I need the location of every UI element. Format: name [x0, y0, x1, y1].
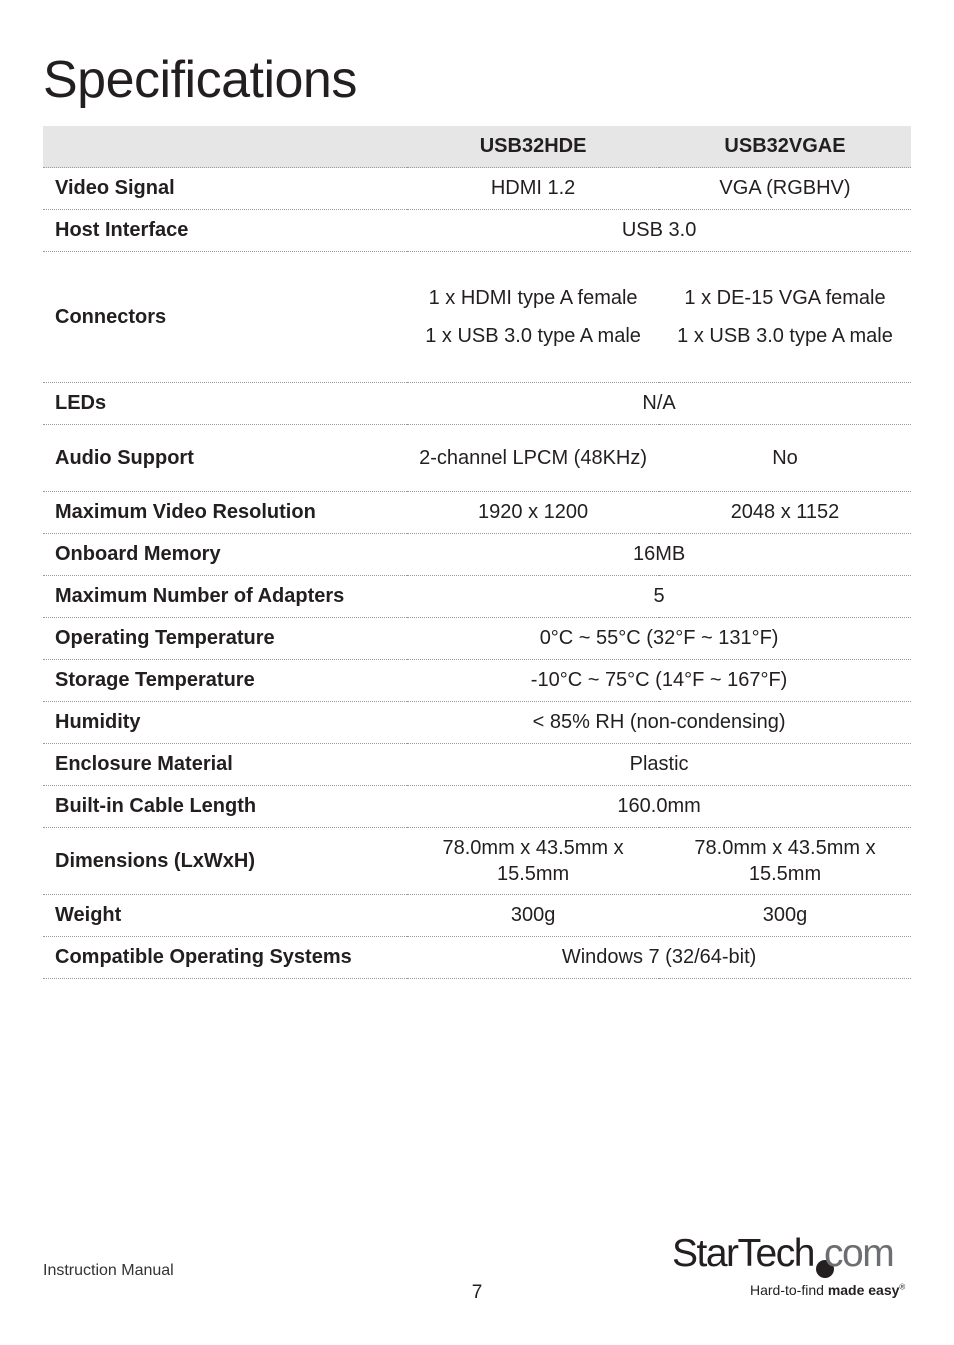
table-row — [43, 660, 911, 702]
cell-value: VGA (RGBHV) — [659, 168, 911, 210]
row-label: Host Interface — [43, 210, 407, 252]
cell-value — [659, 252, 911, 383]
tagline-bold: made easy — [827, 1282, 900, 1298]
row-label: Onboard Memory — [43, 534, 407, 576]
row-label: Video Signal — [43, 168, 407, 210]
header-usb32hde: USB32HDE — [407, 126, 659, 168]
cell-value: -10°C ~ 75°C (14°F ~ 167°F) — [407, 660, 911, 702]
logo-wordmark: StarTech — [672, 1232, 814, 1275]
cell-value: Plastic — [407, 744, 911, 786]
table-row — [43, 210, 911, 252]
cell-value: N/A — [407, 383, 911, 425]
cell-value: 78.0mm x 43.5mm x 15.5mm — [407, 828, 659, 895]
table-row — [43, 618, 911, 660]
tagline-normal: Hard-to-find — [750, 1282, 828, 1298]
row-label: LEDs — [43, 383, 407, 425]
page-title: Specifications — [43, 51, 357, 109]
table-header-row — [43, 126, 911, 168]
row-label: Compatible Operating Systems — [43, 937, 407, 979]
registered-mark: ® — [899, 1282, 906, 1292]
header-usb32vgae: USB32VGAE — [659, 126, 911, 168]
table-row — [43, 895, 911, 937]
cell-value: USB 3.0 — [407, 210, 911, 252]
table-row — [43, 383, 911, 425]
connector-line: 1 x USB 3.0 type A male — [425, 325, 641, 347]
row-label: Storage Temperature — [43, 660, 407, 702]
row-label: Operating Temperature — [43, 618, 407, 660]
cell-value: < 85% RH (non-condensing) — [407, 702, 911, 744]
cell-value: 300g — [659, 895, 911, 937]
table-row — [43, 534, 911, 576]
row-label: Dimensions (LxWxH) — [43, 828, 407, 895]
row-label: Weight — [43, 895, 407, 937]
row-label: Humidity — [43, 702, 407, 744]
cell-value: 2048 x 1152 — [659, 492, 911, 534]
row-label: Built-in Cable Length — [43, 786, 407, 828]
cell-value: Windows 7 (32/64-bit) — [407, 937, 911, 979]
table-row — [43, 828, 911, 895]
table-row — [43, 576, 911, 618]
cell-value: 16MB — [407, 534, 911, 576]
table-row — [43, 252, 911, 383]
connector-line: 1 x USB 3.0 type A male — [677, 325, 893, 347]
table-row — [43, 786, 911, 828]
cell-value: HDMI 1.2 — [407, 168, 659, 210]
page-number: 7 — [471, 1282, 483, 1303]
logo-com: com — [824, 1232, 894, 1275]
row-label: Connectors — [43, 252, 407, 383]
table-row — [43, 492, 911, 534]
table-row — [43, 744, 911, 786]
footer-manual-label: Instruction Manual — [43, 1262, 174, 1279]
cell-value: 2-channel LPCM (48KHz) — [407, 425, 659, 492]
cell-value: 5 — [407, 576, 911, 618]
startech-logo — [672, 1232, 912, 1304]
cell-value: 1920 x 1200 — [407, 492, 659, 534]
cell-value: 0°C ~ 55°C (32°F ~ 131°F) — [407, 618, 911, 660]
specifications-table — [43, 126, 911, 979]
table-row — [43, 702, 911, 744]
row-label: Audio Support — [43, 425, 407, 492]
row-label: Maximum Video Resolution — [43, 492, 407, 534]
cell-value: 78.0mm x 43.5mm x 15.5mm — [659, 828, 911, 895]
logo-tagline — [750, 1282, 905, 1298]
cell-value — [407, 252, 659, 383]
connector-line: 1 x DE-15 VGA female — [684, 287, 886, 309]
row-label: Enclosure Material — [43, 744, 407, 786]
table-row — [43, 168, 911, 210]
table-row — [43, 937, 911, 979]
cell-value: 300g — [407, 895, 659, 937]
cell-value: No — [659, 425, 911, 492]
connector-line: 1 x HDMI type A female — [428, 287, 638, 309]
table-row — [43, 425, 911, 492]
header-blank — [43, 126, 407, 168]
cell-value: 160.0mm — [407, 786, 911, 828]
row-label: Maximum Number of Adapters — [43, 576, 407, 618]
